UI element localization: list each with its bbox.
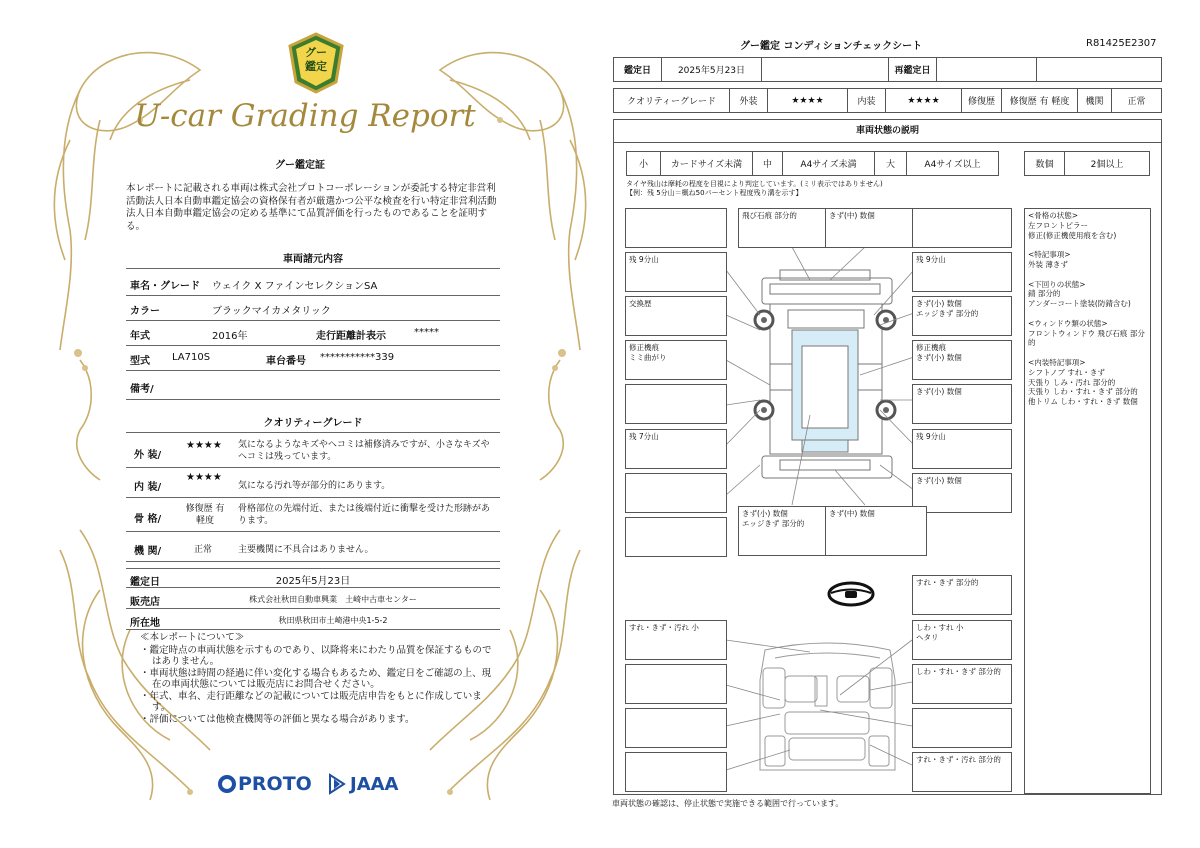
callout-box: 修正機痕 ミミ曲がり [625, 340, 727, 380]
tire-note [626, 180, 883, 198]
note-line: <骨格の状態> [1028, 211, 1079, 220]
callout-box: きず(中) 数個 [825, 506, 927, 556]
grade-label: 機 関/ [134, 546, 162, 557]
note-line: シフトノブ すれ・きず [1028, 367, 1105, 377]
note-line [1028, 309, 1147, 319]
certificate-body: 本レポートに記載される車両は株式会社プロトコーポレーションが委託する特定非営利活動法人日本自動車鑑定協会の資格保有者が厳選かつ公平な検査を行い特定非営利活動法人日本自動車鑑定協会の定める基準にて品質評価を行ったものであることを証明する。 [126, 183, 497, 232]
note-item: ・車両状態は時間の経過に伴い変化する場合もあるため、鑑定日をご確認の上、現在の車両状態については販売店にお問合せください。 [140, 667, 492, 690]
grade-value: ★★★★ [186, 440, 222, 451]
grade-label: 骨 格/ [134, 514, 162, 525]
callout-box: すれ・きず・汚れ 部分的 [912, 752, 1012, 792]
callout-box [625, 664, 727, 704]
note-line: アンダーコート塗装(防錆含む) [1028, 299, 1131, 309]
callout-box: 交換歴 [625, 296, 727, 336]
appraisal-date-label: 鑑定日 [130, 577, 160, 588]
note-line: 他トリム しわ・すれ・きず 数個 [1028, 397, 1138, 407]
repair-label: 修復歴 [962, 89, 1002, 113]
sheet-code: R81425E2307 [1086, 38, 1157, 49]
interior-value: ★★★★ [886, 89, 962, 113]
proto-logo-text: PROTO [238, 773, 312, 795]
spec-label: カラー [130, 306, 160, 317]
interior-connector-lines [720, 630, 920, 780]
grade-row-exterior [126, 436, 500, 468]
size-small: 小 [627, 152, 661, 176]
divider [126, 432, 500, 433]
callout-box [625, 208, 727, 248]
callout-box [625, 473, 727, 513]
spec-value: ***** [414, 327, 439, 338]
date-value: 2025年5月23日 [662, 58, 762, 82]
engine-value: 正常 [1112, 89, 1162, 113]
empty-cell [1037, 58, 1162, 82]
callout-box: しわ・すれ 小 ヘタリ [912, 620, 1012, 660]
spec-heading: 車両諸元内容 [283, 254, 343, 265]
spec-label: 車台番号 [266, 356, 306, 367]
repair-value: 修復歴 有 軽度 [1002, 89, 1078, 113]
dealer-row [126, 589, 500, 609]
spec-value: 2016年 [212, 331, 248, 342]
size-large-desc: A4サイズ以上 [907, 152, 999, 176]
date-table [613, 57, 1162, 82]
certificate-heading: グー鑑定証 [275, 160, 325, 171]
callout-box: 飛び石痕 部分的 [738, 208, 840, 248]
note-line [1028, 348, 1147, 358]
address-row [126, 610, 500, 630]
spec-row-remarks [126, 372, 500, 400]
callout-box: 残 7分山 [625, 429, 727, 469]
callout-box [912, 708, 1012, 748]
note-line: 左フロントピラー [1028, 220, 1088, 230]
steering-wheel-icon [826, 580, 876, 608]
grade-label: 内 装/ [134, 482, 162, 493]
grade-desc: 気になる汚れ等が部分的にあります。 [238, 481, 391, 491]
grade-desc: 骨格部位の先端付近、または後端付近に衝撃を受けた形跡があります。 [238, 504, 491, 526]
divider [126, 268, 500, 269]
size-large: 大 [875, 152, 907, 176]
note-line: <ウィンドウ類の状態> [1028, 318, 1108, 328]
proto-logo [218, 773, 312, 795]
callout-box: きず(小) 数個 エッジきず 部分的 [738, 506, 840, 556]
count-value: 2個以上 [1065, 152, 1150, 176]
reappraisal-label: 再鑑定日 [889, 58, 937, 82]
proto-logo-mark [218, 775, 236, 793]
spec-value: ブラックマイカメタリック [212, 306, 331, 317]
grade-value: ★★★★ [186, 472, 222, 483]
callout-box: すれ・きず・汚れ 小 [625, 620, 727, 660]
note-line [1028, 270, 1147, 280]
grade-desc: 気になるようなキズやヘコミは補修済みですが、小さなキズやヘコミは残っています。 [238, 440, 490, 462]
jaaa-logo-text: JAAA [350, 773, 399, 795]
jaaa-logo [328, 773, 399, 795]
spec-value: ウェイク X ファインセレクションSA [212, 281, 378, 292]
callout-box [625, 384, 727, 424]
interior-label: 内装 [848, 89, 886, 113]
appraisal-date: 2025年5月23日 [275, 576, 351, 587]
dealer-name: 株式会社秋田自動車興業 土崎中古車センター [249, 595, 417, 604]
spec-label: 走行距離計表示 [316, 331, 386, 342]
footer-note: 車両状態の確認は、停止状態で実施できる範囲で行っています。 [612, 799, 844, 808]
size-legend-table [626, 151, 999, 176]
size-small-desc: カードサイズ未満 [661, 152, 753, 176]
grade-desc: 主要機関に不具合はありません。 [238, 545, 374, 555]
note-line [1028, 240, 1147, 250]
callout-box: きず(小) 数個 [912, 473, 1012, 513]
grade-value: 正常 [194, 545, 213, 555]
note-line: 修正(修正機使用痕を含む) [1028, 230, 1117, 240]
callout-box: 残 9分山 [912, 429, 1012, 469]
spec-label: 型式 [130, 356, 150, 367]
note-item: ・年式、車名、走行距離などの記載については販売店申告をもとに作成しています。 [140, 690, 482, 713]
spec-value: ***********339 [320, 352, 395, 363]
spec-label: 車名・グレード [130, 281, 200, 292]
address-label: 所在地 [130, 618, 160, 629]
callout-box: きず(小) 数個 [912, 384, 1012, 424]
condition-notes [1024, 208, 1151, 794]
callout-box: すれ・きず 部分的 [912, 575, 1012, 615]
callout-box [625, 752, 727, 792]
goo-kantei-badge [288, 32, 344, 94]
condition-heading: 車両状態の説明 [855, 126, 919, 136]
callout-box [912, 208, 1012, 248]
count-legend-table [1024, 151, 1150, 176]
note-line: <内装特記事項> [1028, 357, 1086, 367]
dealer-label: 販売店 [130, 597, 160, 608]
note-item: ・鑑定時点の車両状態を示すものであり、以降将来にわたり品質を保証するものではありません。 [140, 644, 492, 667]
script-title: U-car Grading Report [134, 98, 476, 134]
grade-value: 修復歴 有 軽度 [185, 504, 225, 526]
notes-heading: ≪本レポートについて≫ [140, 632, 245, 643]
grade-table [613, 88, 1162, 113]
callout-box: しわ・すれ・きず 部分的 [912, 664, 1012, 704]
spec-row-color [126, 297, 500, 321]
spec-label: 年式 [130, 331, 150, 342]
sheet-title: グー鑑定 コンディションチェックシート [740, 41, 923, 52]
size-mid: 中 [753, 152, 783, 176]
grade-row-interior [126, 470, 500, 498]
callout-box [625, 517, 727, 557]
note-line: 天張り しわ・すれ・きず 部分的 [1028, 387, 1138, 397]
callout-box: 修正機痕 きず(小) 数個 [912, 340, 1012, 380]
spec-row-year [126, 322, 500, 346]
note-line: <特記事項> [1028, 250, 1071, 260]
note-line: フロントウィンドウ 飛び石痕 部分的 [1028, 328, 1145, 348]
callout-box: きず(小) 数個 エッジきず 部分的 [912, 296, 1012, 336]
condition-heading-row [613, 119, 1162, 143]
exterior-value: ★★★★ [768, 89, 848, 113]
reappraisal-value [937, 58, 1037, 82]
empty-cell [762, 58, 889, 82]
grade-label: 外 装/ [134, 450, 162, 461]
note-line: <下回りの状態> [1028, 279, 1086, 289]
tire-note-line: 【例：残 5分山＝概ね50パーセント程度残り溝を示す】 [626, 189, 803, 197]
size-mid-desc: A4サイズ未満 [783, 152, 875, 176]
report-notes [140, 632, 500, 725]
note-line: 外装 薄きず [1028, 259, 1068, 269]
badge-text: グー 鑑定 [305, 46, 327, 73]
quality-heading: クオリティーグレード [263, 418, 363, 429]
spec-row-name [126, 272, 500, 296]
callout-box: 残 9分山 [912, 252, 1012, 292]
exterior-label: 外装 [730, 89, 768, 113]
jaaa-logo-mark [328, 773, 346, 795]
note-line: 錆 部分的 [1028, 289, 1061, 299]
tire-note-line: タイヤ残山は摩耗の程度を目視により判定しています。(ミリ表示ではありません) [626, 180, 883, 188]
count-label: 数個 [1025, 152, 1065, 176]
quality-label: クオリティーグレード [614, 89, 730, 113]
spec-label: 備考/ [130, 384, 154, 395]
grade-row-engine [126, 534, 500, 562]
note-item: ・評価については他検査機関等の評価と異なる場合があります。 [140, 713, 415, 725]
callout-box: きず(中) 数個 [825, 208, 927, 248]
callout-box [625, 708, 727, 748]
spec-value: LA710S [172, 352, 211, 363]
engine-label: 機関 [1078, 89, 1112, 113]
date-label: 鑑定日 [614, 58, 662, 82]
appraisal-date-row [126, 568, 500, 588]
callout-box: 残 9分山 [625, 252, 727, 292]
note-line: 天張り しみ・汚れ 部分的 [1028, 377, 1116, 387]
spec-row-model [126, 347, 500, 371]
grade-row-frame [126, 500, 500, 532]
address: 秋田県秋田市土崎港中央1-5-2 [278, 616, 388, 625]
